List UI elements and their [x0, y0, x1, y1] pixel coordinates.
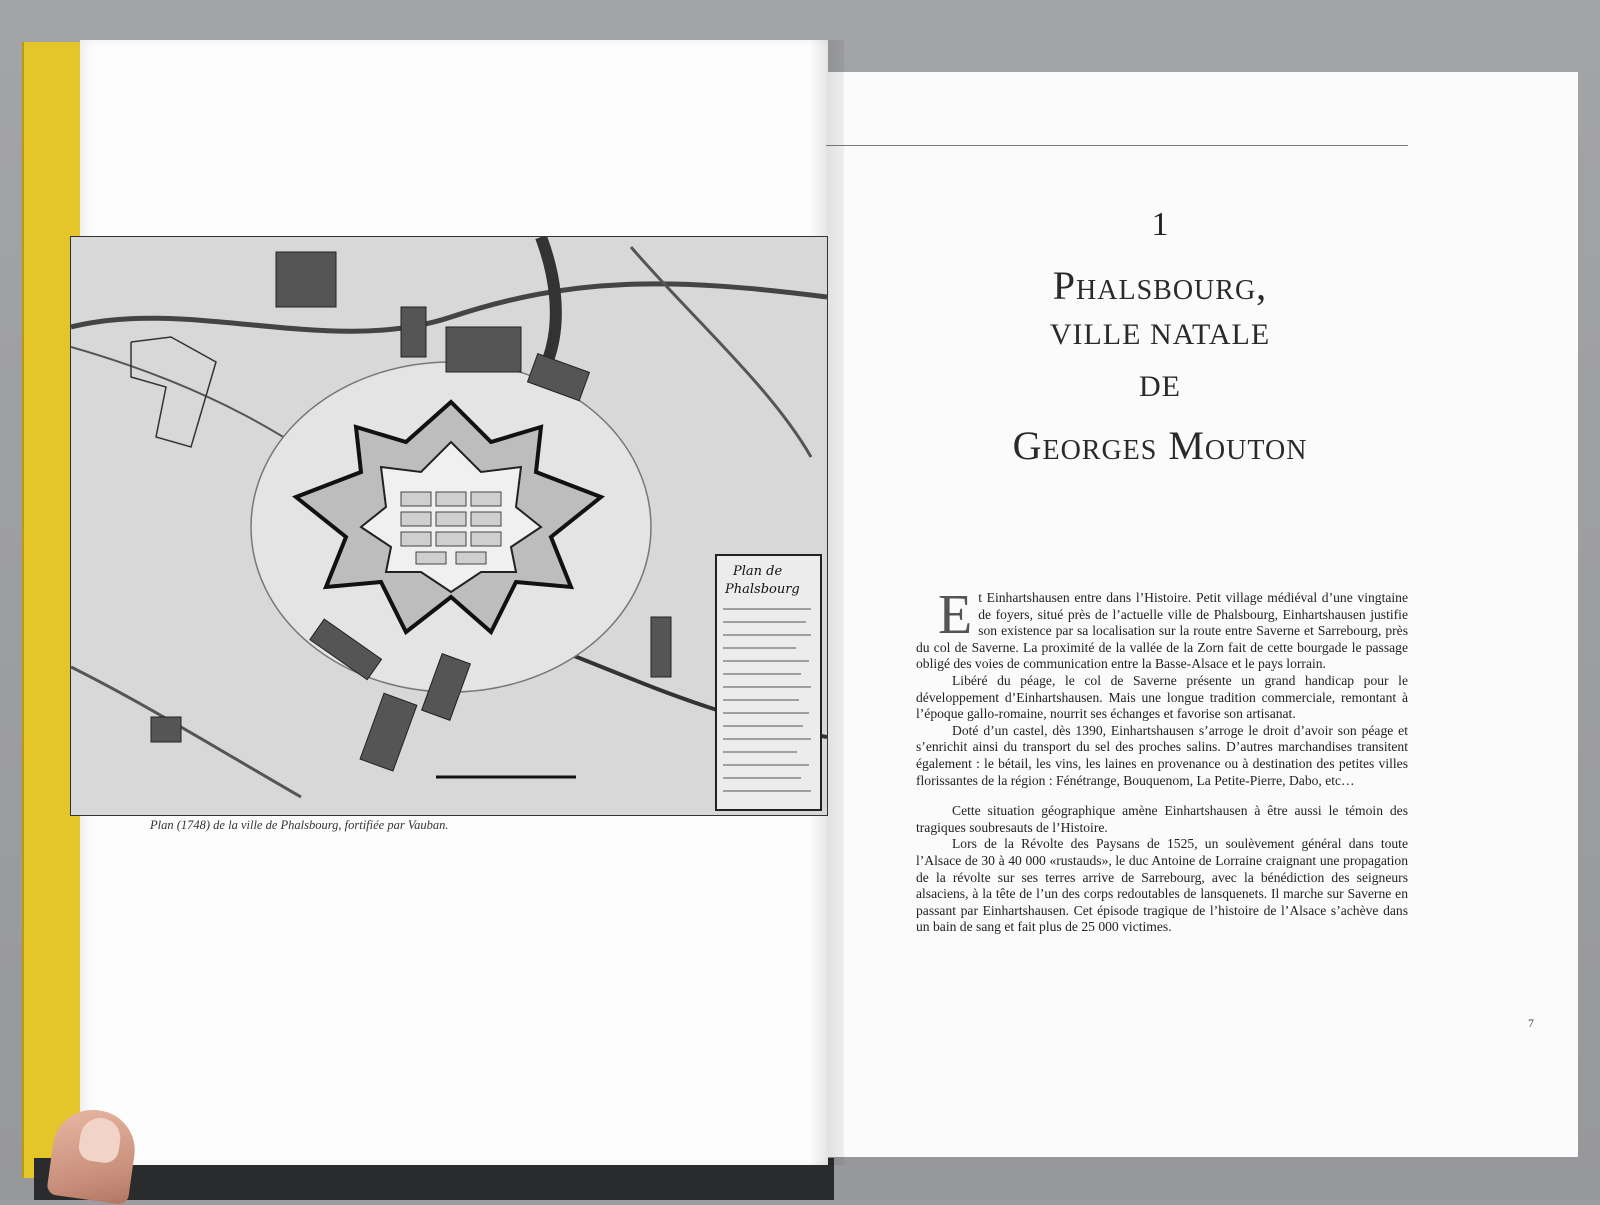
legend-title-2: Phalsbourg [725, 582, 800, 597]
fortress-map [71, 237, 827, 815]
chapter-title-line-4: Georges Mouton [1012, 423, 1308, 468]
header-rule [826, 145, 1408, 146]
body-text [916, 584, 1408, 936]
paragraph-5: Lors de la Révolte des Paysans de 1525, un soulèvement général dans toute l’Alsace de 30 à 40 000 «rustauds», le duc Antoine de Lorraine craignant une propagation de la révolte sur ses terres arrive de Sarrebourg, avec la bénédiction des seigneurs alsaciens, à la tête de l’un des corps redoutables de lansquenets. Il marche sur Saverne en passant par Einhartshausen. Cet épisode tragique de l’histoire de l’Alsace s’achève dans un bain de sang et fait plus de 25 000 victimes. [916, 836, 1408, 935]
page-number: 7 [1528, 1016, 1534, 1030]
legend-title-1: Plan de [733, 564, 783, 579]
paragraph-4: Cette situation géographique amène Einhartshausen à être aussi le témoin des tragiques soubresauts de l’Histoire. [916, 803, 1408, 835]
chapter-title-line-3: DE [1139, 370, 1181, 403]
chapter-title-line-2: VILLE NATALE [1049, 318, 1271, 351]
paragraph-1-text: t Einhartshausen entre dans l’Histoire. Petit village médiéval d’une vingtaine de foyers, situé près de l’actuelle ville de Phalsbourg, Einhartshausen justifie son existence par sa localisation sur la route entre Saverne et Sarrebourg, près du col de Saverne. La proximité de la vallée de la Zorn fait de cette bourgade le passage obligé des voies de communication entre la Basse-Alsace et le pays lorrain. [916, 590, 1408, 672]
chapter-number: 1 [1151, 206, 1169, 243]
figure-caption: Plan (1748) de la ville de Phalsbourg, fortifiée par Vauban. [150, 818, 449, 832]
chapter-title-line-1: Phalsbourg, [1052, 263, 1268, 308]
map-illustration [70, 236, 828, 816]
paragraph-2: Libéré du péage, le col de Saverne présente un grand handicap pour le développement d’Einhartshausen. Mais une longue tradition commerciale, remontant à l’époque gallo-romaine, nourrit ses échanges et favorise son artisanat. [916, 672, 1408, 722]
paragraph-1 [916, 584, 1408, 673]
paragraph-3: Doté d’un castel, dès 1390, Einhartshausen s’arroge le droit d’avoir son péage et s’enrichit ainsi du transport du sel des proches salins. D’autres marchandises transitent également : le bétail, les vins, les laines en provenance ou à destination des petites villes florissantes de la région : Fénétrange, Bouquenom, La Petite-Pierre, Dabo, etc… [916, 722, 1408, 788]
drop-cap: E [938, 584, 973, 646]
